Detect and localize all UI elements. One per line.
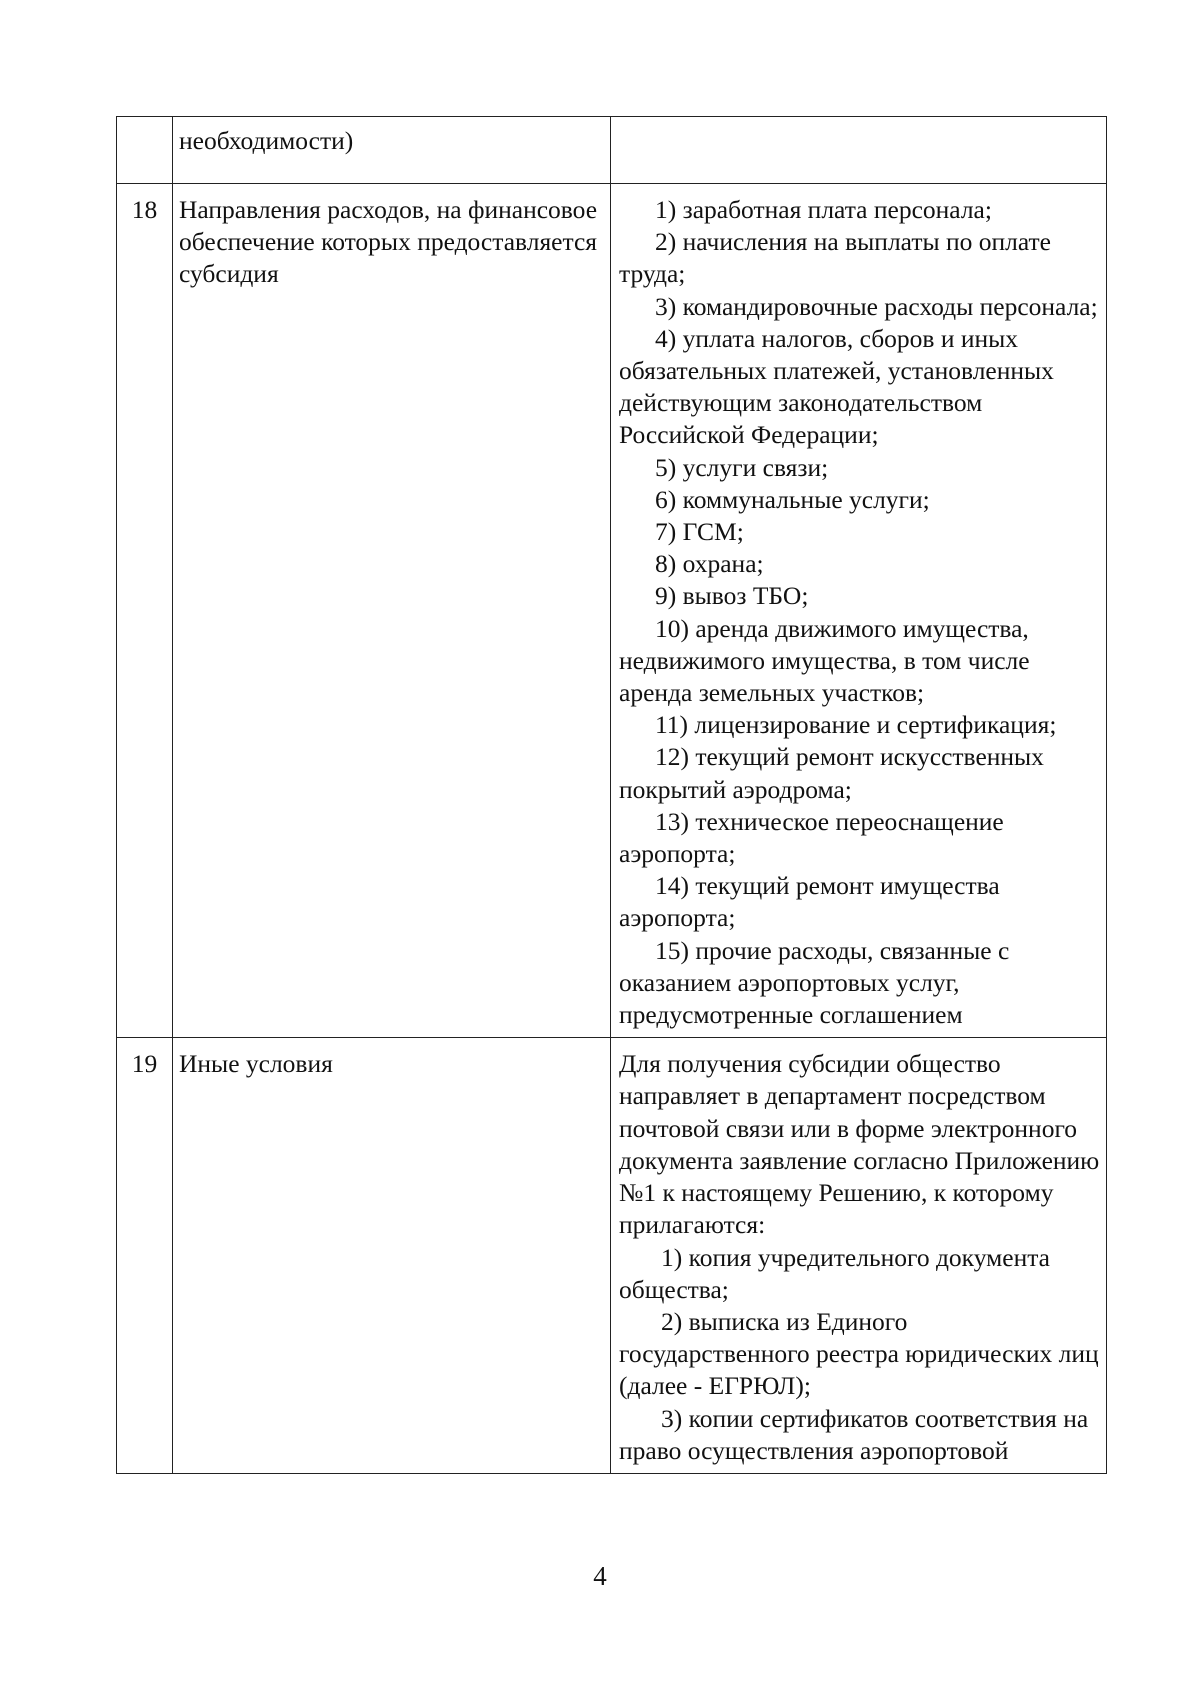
expense-item: 1) заработная плата персонала; — [655, 195, 992, 224]
conditions-table — [116, 116, 1107, 1474]
expense-item: 6) коммунальные услуги; — [655, 484, 930, 514]
conditions-intro: Для получения субсидии общество направляет в департамент посредством почтовой связи или в форме электронного документа заявление согласно Приложению №1 к настоящему Решению, к которому прилагаются: — [619, 1049, 1100, 1240]
expense-item: 15) прочие расходы, связанные с оказанием аэропортовых услуг, предусмотренные соглашением — [619, 935, 1010, 1030]
table-row-18 — [117, 184, 1107, 1038]
table-row-continuation — [117, 117, 1107, 184]
expense-item: 14) текущий ремонт имущества аэропорта; — [619, 871, 1000, 933]
row-name: Направления расходов, на финансовое обеспечение которых предоставляется субсидия — [173, 184, 611, 1038]
expense-item: 12) текущий ремонт искусственных покрытий аэродрома; — [619, 742, 1044, 804]
expense-item: 11) лицензирование и сертификация; — [655, 710, 1057, 740]
table-row-19 — [117, 1038, 1107, 1474]
expense-item: 2) начисления на выплаты по оплате труда; — [619, 227, 1051, 289]
row-name: необходимости) — [173, 117, 611, 184]
row-name: Иные условия — [173, 1038, 611, 1474]
expense-item: 13) техническое переоснащение аэропорта; — [619, 806, 1004, 869]
attachment-item: 1) копия учредительного документа общества; — [619, 1242, 1050, 1304]
row-number: 19 — [117, 1038, 173, 1474]
attachment-item: 3) копии сертификатов соответствия на право осуществления аэропортовой — [619, 1403, 1089, 1465]
row-value — [611, 1038, 1107, 1474]
expense-item: 10) аренда движимого имущества, недвижимого имущества, в том числе аренда земельных участков; — [619, 613, 1030, 708]
expense-item: 7) ГСМ; — [655, 517, 744, 547]
row-number — [117, 117, 173, 184]
attachment-item: 2) выписка из Единого государственного реестра юридических лиц (далее - ЕГРЮЛ); — [619, 1306, 1099, 1401]
row-number: 18 — [117, 184, 173, 1038]
row-value — [611, 117, 1107, 184]
expense-item: 3) командировочные расходы персонала; — [655, 291, 1098, 321]
expense-item: 9) вывоз ТБО; — [655, 581, 809, 611]
expense-item: 5) услуги связи; — [655, 452, 829, 482]
expense-item: 4) уплата налогов, сборов и иных обязательных платежей, установленных действующим законодательством Российской Федерации; — [619, 323, 1054, 450]
expense-item: 8) охрана; — [655, 549, 764, 579]
row-value — [611, 184, 1107, 1038]
page-number: 4 — [593, 1561, 607, 1591]
